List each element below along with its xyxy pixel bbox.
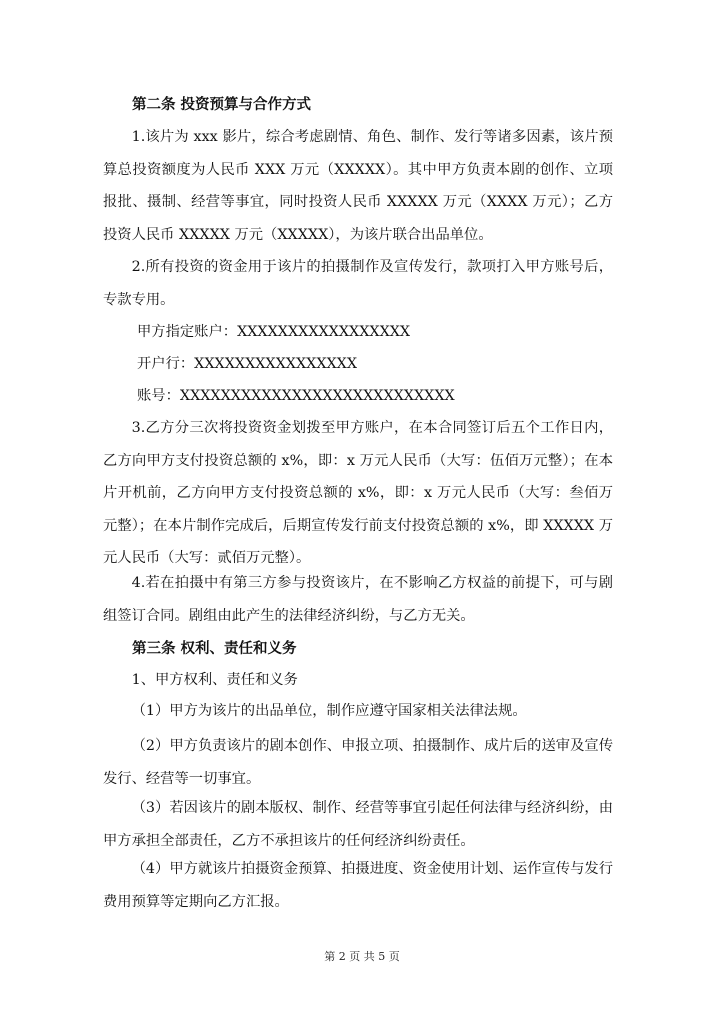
article-3-item-2: （2）甲方负责该片的剧本创作、申报立项、拍摄制作、成片后的送审及宣传发行、经营等一切事宜。 bbox=[103, 738, 613, 787]
article-2-paragraph-2: 2.所有投资的资金用于该片的拍摄制作及宣传发行，款项打入甲方账号后，专款专用。 bbox=[103, 259, 613, 308]
account-number-line: 账号：XXXXXXXXXXXXXXXXXXXXXXXXXXX bbox=[137, 388, 455, 404]
article-2-paragraph-4: 4.若在拍摄中有第三方参与投资该片，在不影响乙方权益的前提下，可与剧组签订合同。剧组由此产生的法律经济纠纷，与乙方无关。 bbox=[103, 575, 613, 624]
article-2-paragraph-3: 3.乙方分三次将投资资金划拨至甲方账户，在本合同签订后五个工作日内，乙方向甲方支付投资总额的 x%，即：x 万元人民币（大写：伍佰万元整）；在本片开机前，乙方向甲方支付投资总额的 x%，即：x 万元人民币（大写：叁佰万元整）；在本片制作完成后，后期宣传发行前支付投资总额的 x%，即 XXXXX 万元人民币（大写：贰佰万元整）。 bbox=[103, 420, 613, 566]
article-3-subheading-1: 1、甲方权利、责任和义务 bbox=[131, 672, 298, 688]
article-2-heading: 第二条 投资预算与合作方式 bbox=[132, 96, 312, 113]
article-3-item-1: （1）甲方为该片的出品单位，制作应遵守国家相关法律法规。 bbox=[131, 703, 527, 719]
page-footer: 第 2 页 共 5 页 bbox=[324, 950, 400, 963]
designated-account-line: 甲方指定账户：XXXXXXXXXXXXXXXXX bbox=[137, 324, 411, 340]
article-2-paragraph-1: 1.该片为 xxx 影片，综合考虑剧情、角色、制作、发行等诸多因素，该片预算总投资额度为人民币 XXX 万元（XXXXX）。其中甲方负责本剧的创作、立项报批、摄制、经营等事宜，同时投资人民币 XXXXX 万元（XXXX 万元）；乙方投资人民币 XXXXX 万元（XXXXX），为该片联合出品单位。 bbox=[103, 129, 613, 243]
article-3-item-3: （3）若因该片的剧本版权、制作、经营等事宜引起任何法律与经济纠纷，由甲方承担全部责任，乙方不承担该片的任何经济纠纷责任。 bbox=[103, 800, 613, 849]
article-3-heading: 第三条 权利、责任和义务 bbox=[132, 640, 297, 657]
opening-bank-line: 开户行：XXXXXXXXXXXXXXXX bbox=[137, 356, 358, 372]
article-3-item-4: （4）甲方就该片拍摄资金预算、拍摄进度、资金使用计划、运作宣传与发行费用预算等定期向乙方汇报。 bbox=[103, 861, 613, 910]
